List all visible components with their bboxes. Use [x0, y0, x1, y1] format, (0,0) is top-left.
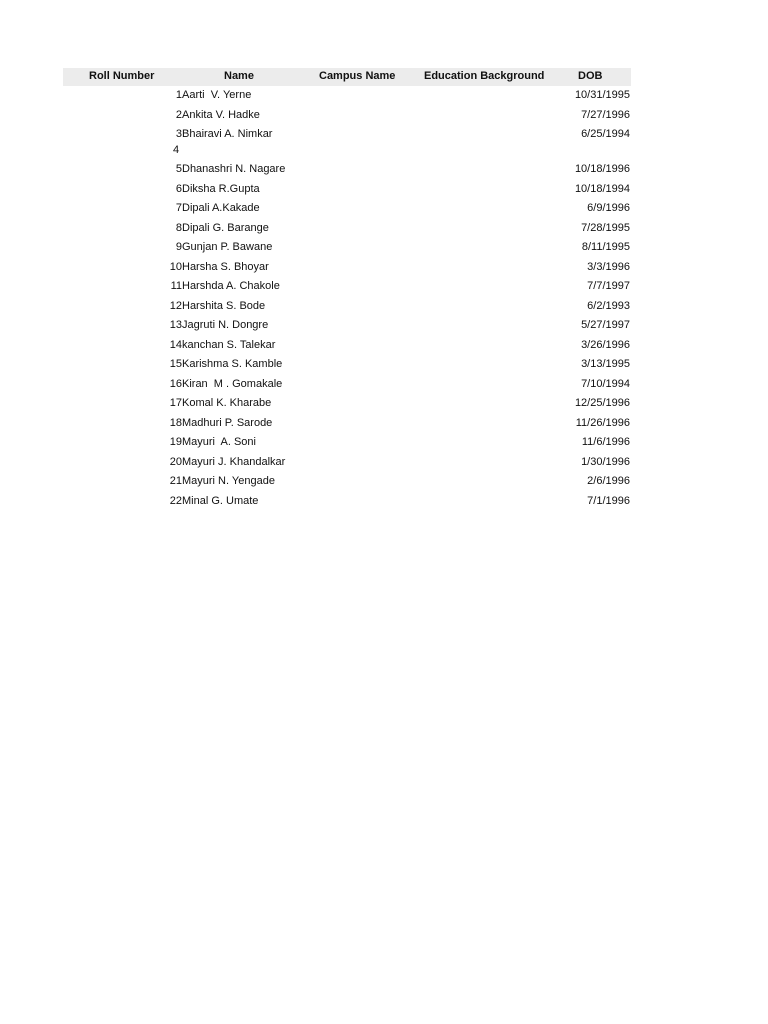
student-name: Minal G. Umate: [182, 494, 259, 507]
student-name: Diksha R.Gupta: [182, 182, 260, 195]
student-name: Harsha S. Bhoyar: [182, 260, 269, 273]
date-of-birth: 7/1/1996: [587, 494, 630, 507]
date-of-birth: 6/2/1993: [587, 299, 630, 312]
row-number: 21: [169, 475, 182, 487]
row-number: 6: [175, 182, 182, 195]
row-number: 2: [175, 108, 182, 121]
student-name: Dipali A.Kakade: [182, 202, 260, 214]
student-name: Dhanashri N. Nagare: [182, 163, 286, 175]
date-of-birth: 10/31/1995: [574, 89, 630, 101]
table-row: [63, 453, 631, 473]
date-of-birth: 7/28/1995: [581, 221, 630, 234]
table-row: [63, 86, 631, 106]
row-number: 8: [175, 221, 182, 234]
row-number: 19: [169, 436, 182, 448]
table-row: [63, 258, 631, 278]
row-number: 11: [170, 280, 182, 292]
table-row: [63, 297, 631, 317]
table-row: [63, 106, 631, 126]
date-of-birth: 10/18/1994: [574, 182, 630, 195]
row-number: 3: [175, 128, 182, 140]
table-row: [63, 219, 631, 239]
date-of-birth: 10/18/1996: [574, 163, 630, 175]
table-row: [63, 316, 631, 336]
table-row: [63, 336, 631, 356]
student-name: Harshita S. Bode: [182, 299, 266, 312]
table-row: [63, 355, 631, 375]
table-row: [63, 375, 631, 395]
table-row: [63, 277, 631, 297]
header-name: Name: [224, 70, 254, 82]
table-row: [63, 180, 631, 200]
student-name: Madhuri P. Sarode: [182, 416, 273, 429]
date-of-birth: 6/25/1994: [581, 128, 630, 140]
row-number: 17: [169, 397, 182, 409]
student-name: Aarti V. Yerne: [182, 89, 252, 101]
table-row: [63, 414, 631, 434]
table-row: [63, 472, 631, 492]
table-row: [63, 492, 631, 512]
header-roll-number: Roll Number: [89, 70, 155, 82]
row-number: 22: [169, 494, 182, 507]
student-name: Bhairavi A. Nimkar: [182, 128, 273, 140]
row-number: 20: [169, 455, 182, 468]
student-name: Kiran M . Gomakale: [182, 377, 283, 390]
student-name: Karishma S. Kamble: [182, 358, 283, 370]
date-of-birth: 3/3/1996: [587, 260, 630, 273]
student-name: Mayuri J. Khandalkar: [182, 455, 286, 468]
header-campus-name: Campus Name: [319, 70, 396, 82]
date-of-birth: 5/27/1997: [581, 319, 630, 331]
date-of-birth: 6/9/1996: [587, 202, 630, 214]
header-education-background: Education Background: [424, 70, 545, 82]
student-name: Jagruti N. Dongre: [182, 319, 269, 331]
row-number: 9: [175, 241, 182, 253]
date-of-birth: 1/30/1996: [581, 455, 630, 468]
row-number: 7: [175, 202, 182, 214]
date-of-birth: 7/10/1994: [581, 377, 630, 390]
row-number: 14: [169, 338, 182, 351]
student-name: Mayuri A. Soni: [182, 436, 256, 448]
table-row: [63, 199, 631, 219]
date-of-birth: 7/27/1996: [581, 108, 630, 121]
table-header: [63, 68, 631, 86]
date-of-birth: 8/11/1995: [581, 241, 630, 253]
table-row: [63, 433, 631, 453]
student-name: Gunjan P. Bawane: [182, 241, 273, 253]
table-row: [63, 238, 631, 258]
student-name: Mayuri N. Yengade: [182, 475, 275, 487]
student-name: Harshda A. Chakole: [182, 280, 280, 292]
student-name: Komal K. Kharabe: [182, 397, 272, 409]
date-of-birth: 11/6/1996: [581, 436, 630, 448]
header-dob: DOB: [578, 70, 603, 82]
row-number: 13: [169, 319, 182, 331]
date-of-birth: 11/26/1996: [575, 416, 630, 429]
student-name: Dipali G. Barange: [182, 221, 269, 234]
table-row: [63, 160, 631, 180]
row-number: 18: [169, 416, 182, 429]
row-number: 15: [169, 358, 182, 370]
row-number: 10: [169, 260, 182, 273]
table-row: [63, 125, 631, 160]
date-of-birth: 3/13/1995: [581, 358, 630, 370]
student-name: Ankita V. Hadke: [182, 108, 260, 121]
table-body: [63, 86, 631, 511]
row-number: 1: [175, 89, 182, 101]
date-of-birth: 12/25/1996: [574, 397, 630, 409]
student-name: kanchan S. Talekar: [182, 338, 276, 351]
date-of-birth: 2/6/1996: [587, 475, 630, 487]
date-of-birth: 3/26/1996: [581, 338, 630, 351]
table-row: [63, 394, 631, 414]
row-number: 16: [169, 377, 182, 390]
row-number: 5: [175, 163, 182, 175]
date-of-birth: 7/7/1997: [587, 280, 630, 292]
row-number: 12: [169, 299, 182, 312]
row-number-wrapped: 4: [173, 144, 180, 156]
spreadsheet-table: [63, 68, 631, 511]
